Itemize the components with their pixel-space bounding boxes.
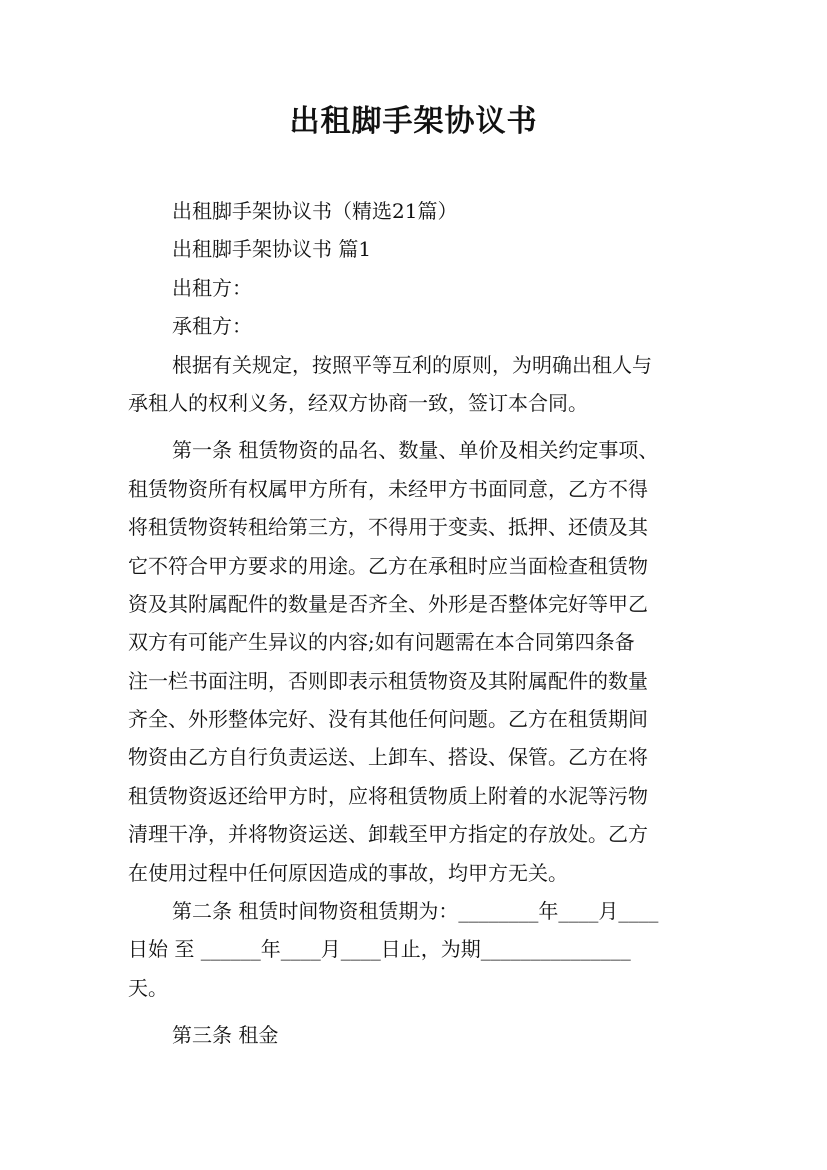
article3-heading: 第三条 租金 [172,1023,279,1048]
article2-line: 第二条 租赁时间物资租赁期为：________年____月____ [172,899,659,924]
article1-line: 清理干净，并将物资运送、卸载至甲方指定的存放处。乙方 [128,822,648,847]
paragraph-gap [128,422,703,431]
document-title: 出租脚手架协议书 [289,104,538,139]
article1-line: 齐全、外形整体完好、没有其他任何问题。乙方在租赁期间 [128,707,648,732]
document-body [128,192,703,1055]
document-subtitle: 出租脚手架协议书（精选21篇） [172,199,458,223]
article2-line: 日始 至 ______年____月____日止，为期_______________ [128,937,631,962]
article1-line: 它不符合甲方要求的用途。乙方在承租时应当面检查租赁物 [128,553,648,578]
lessee-label: 承租方： [172,314,252,339]
article1-line: 租赁物资返还给甲方时，应将租赁物质上附着的水泥等污物 [128,783,648,808]
article1-line: 第一条 租赁物资的品名、数量、单价及相关约定事项、 [172,438,659,463]
article1-line: 租赁物资所有权属甲方所有，未经甲方书面同意，乙方不得 [128,476,648,501]
paragraph-gap [128,1007,703,1016]
article1-line: 物资由乙方自行负责运送、上卸车、搭设、保管。乙方在将 [128,745,648,770]
lessor-label: 出租方： [172,275,252,300]
intro-line: 承租人的权利义务，经双方协商一致，签订本合同。 [128,390,588,415]
article1-line: 资及其附属配件的数量是否齐全、外形是否整体完好等甲乙 [128,591,648,616]
article1-line: 将租赁物资转租给第三方，不得用于变卖、抵押、还债及其 [128,515,648,540]
article1-line: 在使用过程中任何原因造成的事故，均甲方无关。 [128,860,568,885]
intro-line: 根据有关规定，按照平等互利的原则，为明确出租人与 [172,352,652,377]
article2-line: 天。 [128,975,168,1000]
section-heading: 出租脚手架协议书 篇1 [172,237,372,262]
article1-line: 双方有可能产生异议的内容;如有问题需在本合同第四条备 [128,630,635,655]
article1-line: 注一栏书面注明，否则即表示租赁物资及其附属配件的数量 [128,668,648,693]
